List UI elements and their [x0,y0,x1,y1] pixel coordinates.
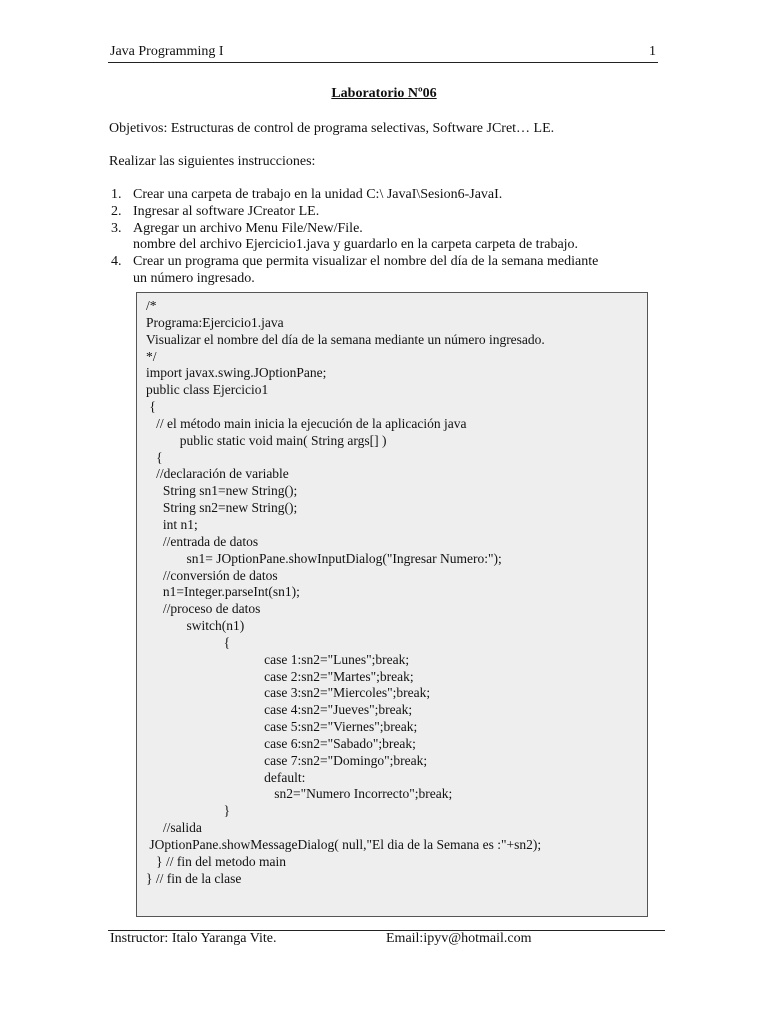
footer-email: Email:ipyv@hotmail.com [386,931,532,946]
instructions-intro: Realizar las siguientes instrucciones: [109,154,316,169]
code-listing-box [136,292,648,917]
course-title: Java Programming I [110,44,224,59]
instruction-list [109,187,598,288]
page-header [108,42,658,63]
instruction-step-4 [109,254,598,288]
step-text-continued: un número ingresado. [133,270,255,286]
code-listing: /* Programa:Ejercicio1.java Visualizar el nombre del día de la semana mediante un número ingresado. */ import javax.swing.JOptionPane; public class Ejercicio1 { // el método main inicia la ejecución de la aplicación java public static void main( String args[] ) { //declaración de variable String sn1=new String(); String sn2=new String(); int n1; //entrada de datos sn1= JOptionPane.showInputDialog("Ingresar Numero:"); //conversión de datos n1=Integer.parseInt(sn1); //proceso de datos switch(n1) { case 1:sn2="Lunes";break; case 2:sn2="Martes";break; case 3:sn2="Miercoles";break; case 4:sn2="Jueves";break; case 5:sn2="Viernes";break; case 6:sn2="Sabado";break; case 7:sn2="Domingo";break; default: sn2="Numero Incorrecto";break; } //salida JOptionPane.showMessageDialog( null,"El dia de la Semana es :"+sn2); } // fin del metodo main } // fin de la clase [146,298,545,886]
instruction-step-3 [109,221,598,255]
footer-instructor: Instructor: Italo Yaranga Vite. [110,931,277,946]
instruction-step-2 [109,204,598,221]
page-number: 1 [649,44,656,59]
step-text: Ingresar al software JCreator LE. [133,203,320,219]
lab-title: Laboratorio Nº06 [331,86,437,101]
step-number: 3. [111,220,122,236]
step-text: Crear un programa que permita visualizar el nombre del día de la semana mediante [133,254,599,270]
step-number: 2. [111,203,122,219]
step-number: 1. [111,187,122,202]
step-text: Agregar un archivo Menu File/New/File. [133,220,363,236]
step-text: Crear una carpeta de trabajo en la unidad C:\ JavaI\Sesion6-JavaI. [133,187,503,202]
step-text-continued: nombre del archivo Ejercicio1.java y guardarlo en la carpeta carpeta de trabajo. [133,237,579,253]
step-number: 4. [111,254,122,270]
objectives-text: Objetivos: Estructuras de control de programa selectivas, Software JCret… LE. [109,121,555,136]
instruction-step-1 [109,187,598,204]
